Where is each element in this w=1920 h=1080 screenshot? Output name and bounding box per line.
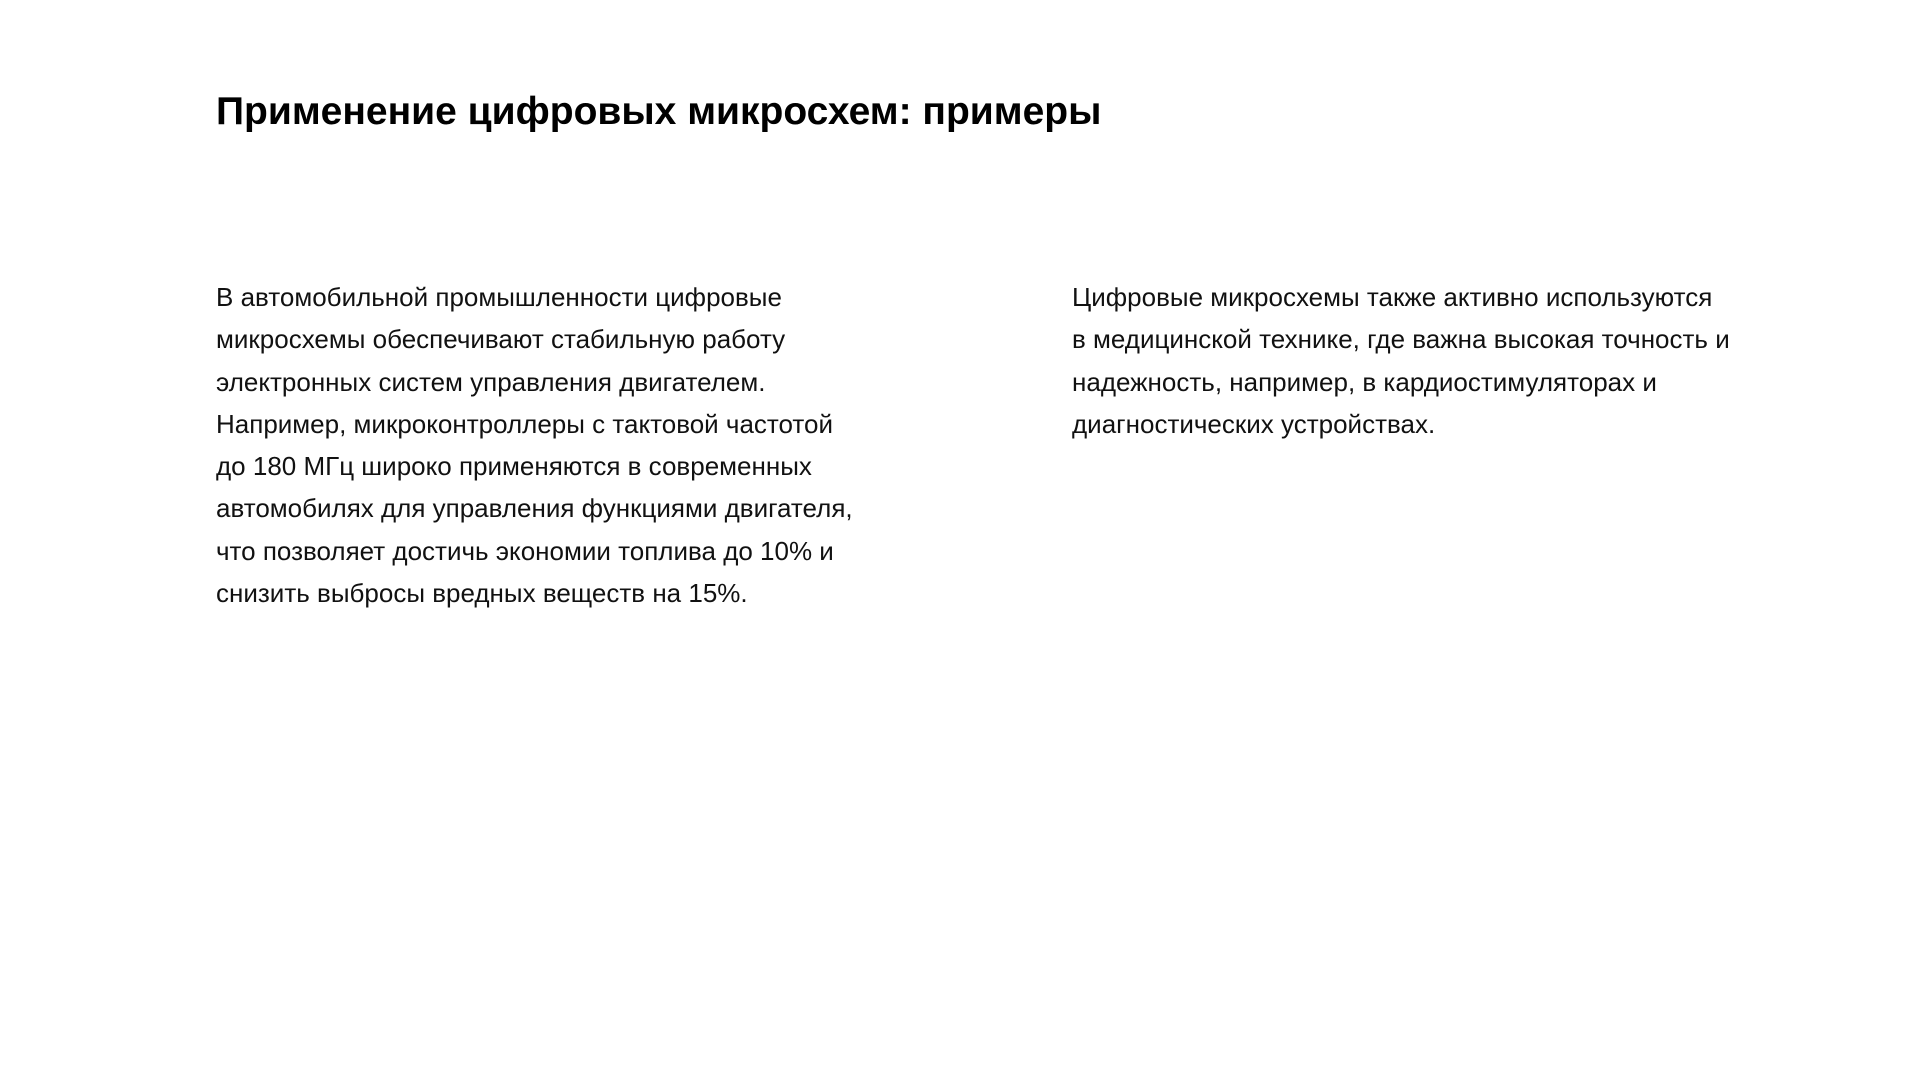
slide-title: Применение цифровых микросхем: примеры [216,90,1102,133]
left-text-column: В автомобильной промышленности цифровые микросхемы обеспечивают стабильную работу электронных систем управления двигателем. Например, микроконтроллеры с тактовой частотой до 180 МГц широко применяются в современных автомобилях для управления функциями двигателя, что позволяет достичь экономии топлива до 10% и снизить выбросы вредных веществ на 15%. [216,282,853,609]
right-text-column: Цифровые микросхемы также активно используются в медицинской технике, где важна высокая точность и надежность, например, в кардиостимуляторах и диагностических устройствах. [1072,282,1730,439]
